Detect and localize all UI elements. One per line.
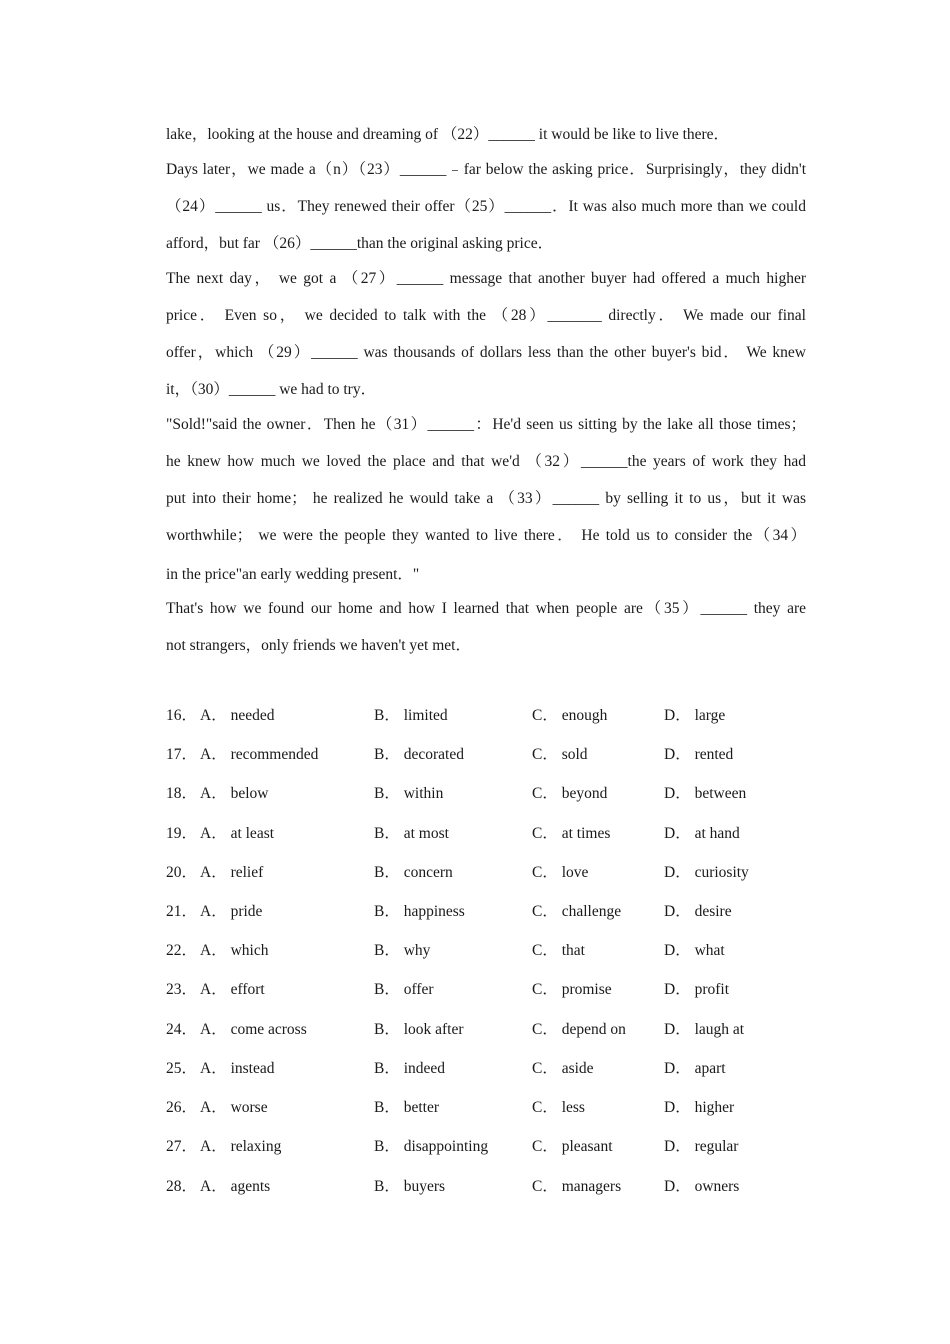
passage-line: in the price"an early wedding present．" bbox=[166, 566, 420, 583]
passage-line: worthwhile； we were the people they wanted to live there． He told us to consider the（34） bbox=[166, 527, 806, 544]
option-d: D． regular bbox=[664, 1138, 739, 1155]
option-a: A． relaxing bbox=[200, 1138, 282, 1155]
option-b: B． indeed bbox=[374, 1060, 446, 1077]
option-a: A． come across bbox=[200, 1021, 307, 1038]
question-number: 18． bbox=[166, 785, 198, 802]
option-c: C． love bbox=[532, 864, 589, 881]
option-b: B． better bbox=[374, 1099, 439, 1116]
passage-line: not strangers，only friends we haven't yet met． bbox=[166, 637, 471, 654]
option-c: C． enough bbox=[532, 707, 608, 724]
question-number: 17． bbox=[166, 746, 198, 763]
question-number: 21． bbox=[166, 903, 198, 920]
passage-line: he knew how much we loved the place and that we'd （32）______the years of work they had bbox=[166, 453, 806, 470]
question-row bbox=[166, 978, 806, 1002]
option-b: B． at most bbox=[374, 825, 449, 842]
option-d: D． large bbox=[664, 707, 726, 724]
option-b: B． concern bbox=[374, 864, 453, 881]
option-a: A． relief bbox=[200, 864, 264, 881]
option-d: D． apart bbox=[664, 1060, 726, 1077]
passage-line: "Sold!"said the owner．Then he（31）______：He'd seen us sitting by the lake all those times； bbox=[166, 416, 806, 433]
passage-line: afford，but far （26）______than the original asking price． bbox=[166, 235, 554, 252]
option-d: D． profit bbox=[664, 981, 730, 998]
option-d: D． between bbox=[664, 785, 747, 802]
option-b: B． disappointing bbox=[374, 1138, 489, 1155]
option-b: B． why bbox=[374, 942, 431, 959]
option-d: D． curiosity bbox=[664, 864, 749, 881]
question-row bbox=[166, 1175, 806, 1199]
passage-line: Days later，we made a（n）（23）______﹣far below the asking price．Surprisingly，they didn't bbox=[166, 161, 806, 178]
option-c: C． beyond bbox=[532, 785, 608, 802]
passage-line: it，（30）______ we had to try． bbox=[166, 381, 377, 398]
question-number: 23． bbox=[166, 981, 198, 998]
question-row bbox=[166, 782, 806, 806]
question-number: 22． bbox=[166, 942, 198, 959]
passage-line: put into their home； he realized he would take a （33）______ by selling it to us，but it was bbox=[166, 490, 806, 507]
option-a: A． needed bbox=[200, 707, 275, 724]
question-row bbox=[166, 900, 806, 924]
passage-line: offer，which （29）______ was thousands of dollars less than the other buyer's bid． We knew bbox=[166, 344, 806, 361]
passage-line: That's how we found our home and how I learned that when people are（35）______ they are bbox=[166, 600, 806, 617]
option-b: B． look after bbox=[374, 1021, 464, 1038]
question-number: 20． bbox=[166, 864, 198, 881]
option-b: B． offer bbox=[374, 981, 434, 998]
question-number: 19． bbox=[166, 825, 198, 842]
option-a: A． below bbox=[200, 785, 269, 802]
question-number: 16． bbox=[166, 707, 198, 724]
question-row bbox=[166, 861, 806, 885]
option-a: A． instead bbox=[200, 1060, 275, 1077]
option-b: B． happiness bbox=[374, 903, 465, 920]
option-a: A． which bbox=[200, 942, 269, 959]
question-number: 28． bbox=[166, 1178, 198, 1195]
option-d: D． what bbox=[664, 942, 725, 959]
option-a: A． worse bbox=[200, 1099, 268, 1116]
option-c: C． that bbox=[532, 942, 585, 959]
question-number: 27． bbox=[166, 1138, 198, 1155]
option-b: B． buyers bbox=[374, 1178, 446, 1195]
option-c: C． pleasant bbox=[532, 1138, 613, 1155]
option-c: C． depend on bbox=[532, 1021, 626, 1038]
option-c: C． sold bbox=[532, 746, 588, 763]
option-a: A． effort bbox=[200, 981, 265, 998]
question-number: 26． bbox=[166, 1099, 198, 1116]
option-a: A． agents bbox=[200, 1178, 271, 1195]
question-row bbox=[166, 1135, 806, 1159]
question-row bbox=[166, 1096, 806, 1120]
option-c: C． less bbox=[532, 1099, 585, 1116]
option-d: D． higher bbox=[664, 1099, 735, 1116]
passage-line: price． Even so， we decided to talk with the （28）_______ directly． We made our final bbox=[166, 307, 806, 324]
question-row bbox=[166, 704, 806, 728]
option-c: C． at times bbox=[532, 825, 611, 842]
option-a: A． recommended bbox=[200, 746, 319, 763]
option-b: B． limited bbox=[374, 707, 448, 724]
option-d: D． desire bbox=[664, 903, 732, 920]
question-row bbox=[166, 1057, 806, 1081]
option-d: D． laugh at bbox=[664, 1021, 745, 1038]
question-row bbox=[166, 822, 806, 846]
passage-line: lake，looking at the house and dreaming of （22）______ it would be like to live there． bbox=[166, 126, 730, 143]
option-d: D． owners bbox=[664, 1178, 740, 1195]
option-c: C． aside bbox=[532, 1060, 594, 1077]
option-d: D． at hand bbox=[664, 825, 740, 842]
question-row bbox=[166, 939, 806, 963]
option-b: B． decorated bbox=[374, 746, 464, 763]
option-c: C． challenge bbox=[532, 903, 622, 920]
option-a: A． at least bbox=[200, 825, 275, 842]
question-row bbox=[166, 743, 806, 767]
question-row bbox=[166, 1018, 806, 1042]
passage-line: The next day， we got a （27）______ message that another buyer had offered a much higher bbox=[166, 270, 806, 287]
option-b: B． within bbox=[374, 785, 444, 802]
option-d: D． rented bbox=[664, 746, 734, 763]
question-number: 25． bbox=[166, 1060, 198, 1077]
question-number: 24． bbox=[166, 1021, 198, 1038]
option-c: C． promise bbox=[532, 981, 612, 998]
option-a: A． pride bbox=[200, 903, 263, 920]
option-c: C． managers bbox=[532, 1178, 622, 1195]
passage-line: （24）______ us．They renewed their offer（25）______．It was also much more than we could bbox=[166, 198, 806, 215]
